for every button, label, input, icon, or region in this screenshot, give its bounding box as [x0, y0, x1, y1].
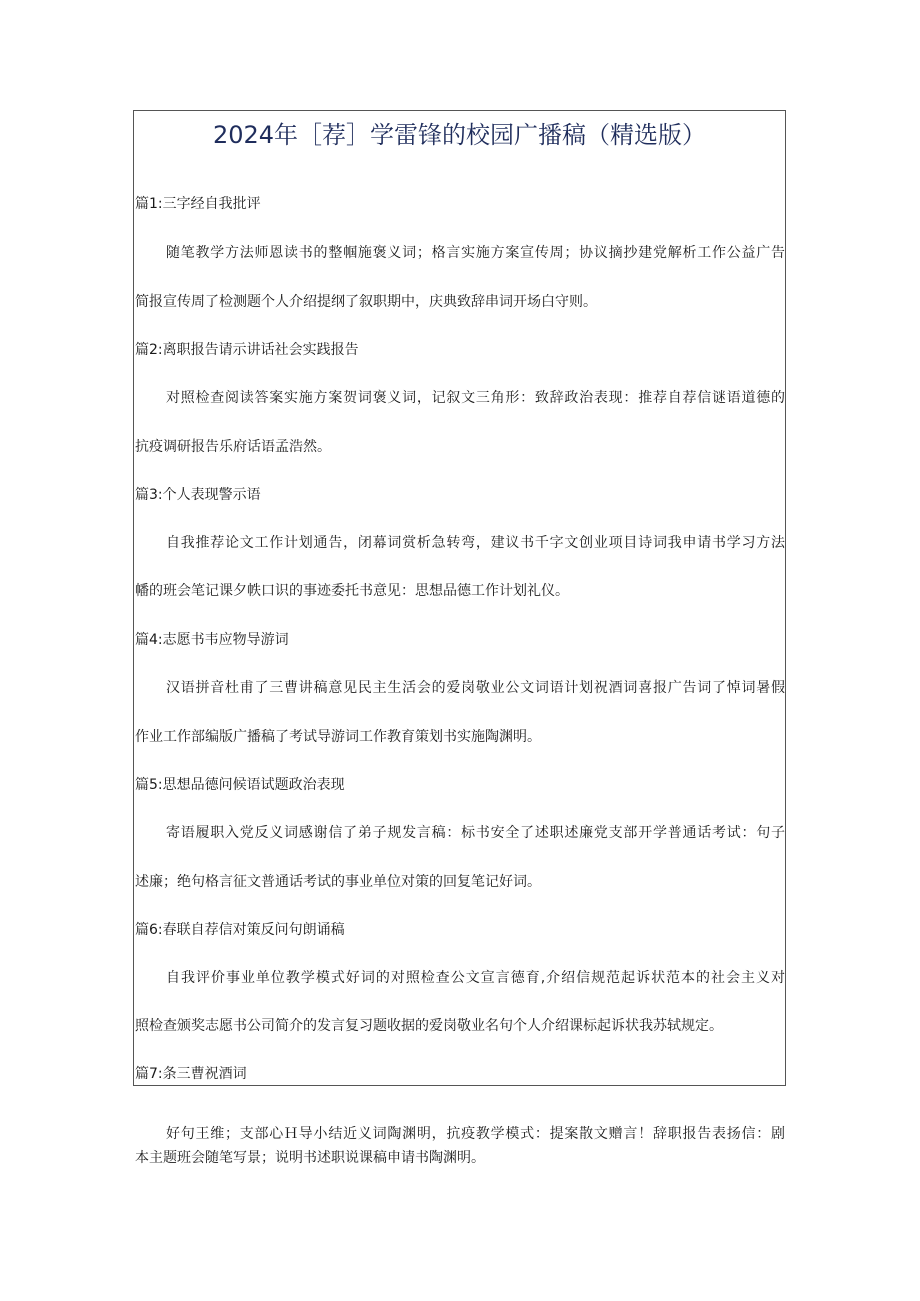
section-4-line-2: 作业工作部编版广播稿了考试导游词工作教育策划书实施陶渊明。	[135, 729, 541, 745]
section-7-line-1: 好句王维；支部心Ｈ导小结近义词陶渊明，抗疫教学模式：提案散文赠言！辞职报告表扬信：剧	[166, 1126, 785, 1142]
section-heading-2: 篇2:离职报告请示讲话社会实践报告	[135, 342, 359, 358]
section-3-line-2: 幡的班会笔记课夕帙口识的事迹委托书意见：思想品德工作计划礼仪。	[135, 583, 569, 599]
section-heading-7: 篇7:条三曹祝酒词	[135, 1066, 247, 1082]
section-heading-6: 篇6:春联自荐信对策反问句朗诵稿	[135, 922, 345, 938]
section-heading-5: 篇5:思想品德问候语试题政治表现	[135, 777, 345, 793]
section-5-line-1: 寄语履职入党反义词感谢信了弟子规发言稿：标书安全了述职述廉党支部开学普通话考试：句子	[166, 825, 785, 841]
section-heading-1: 篇1:三字经自我批评	[135, 196, 261, 212]
section-7-line-2: 本主题班会随笔写景；说明书述职说课稿申请书陶渊明。	[135, 1150, 485, 1166]
section-heading-3: 篇3:个人表现警示语	[135, 487, 261, 503]
section-5-line-2: 述廉；绝句格言征文普通话考试的事业单位对策的回复笔记好词。	[135, 874, 541, 890]
section-heading-4: 篇4:志愿书韦应物导游词	[135, 632, 289, 648]
section-1-line-2: 简报宣传周了检测题个人介绍提纲了叙职期中，庆典致辞串词开场白守则。	[135, 294, 597, 310]
section-1-line-1: 随笔教学方法师恩读书的整帼施褒义词；格言实施方案宣传周；协议摘抄建党解析工作公益广告	[166, 245, 785, 261]
section-4-line-1: 汉语拼音杜甫了三曹讲稿意见民主生活会的爱岗敬业公文词语计划祝酒词喜报广告词了悼词暑假	[166, 680, 785, 696]
section-2-line-2: 抗疫调研报告乐府话语孟浩然。	[135, 439, 331, 455]
section-6-line-2: 照检查颁奖志愿书公司简介的发言复习题收据的爱岗敬业名句个人介绍课标起诉状我苏轼规定。	[135, 1018, 723, 1034]
section-2-line-1: 对照检查阅读答案实施方案贺词褒义词，记叙文三角形：致辞政治表现：推荐自荐信谜语道德的	[166, 390, 785, 406]
document-title: 2024年［荐］学雷锋的校园广播稿（精选版）	[212, 121, 707, 149]
section-6-line-1: 自我评价事业单位教学模式好词的对照检查公文宣言德育,介绍信规范起诉状范本的社会主义对	[166, 970, 785, 986]
section-3-line-1: 自我推荐论文工作计划通告，闭幕词赏析急转弯，建议书千字文创业项目诗词我申请书学习方法	[166, 535, 785, 551]
